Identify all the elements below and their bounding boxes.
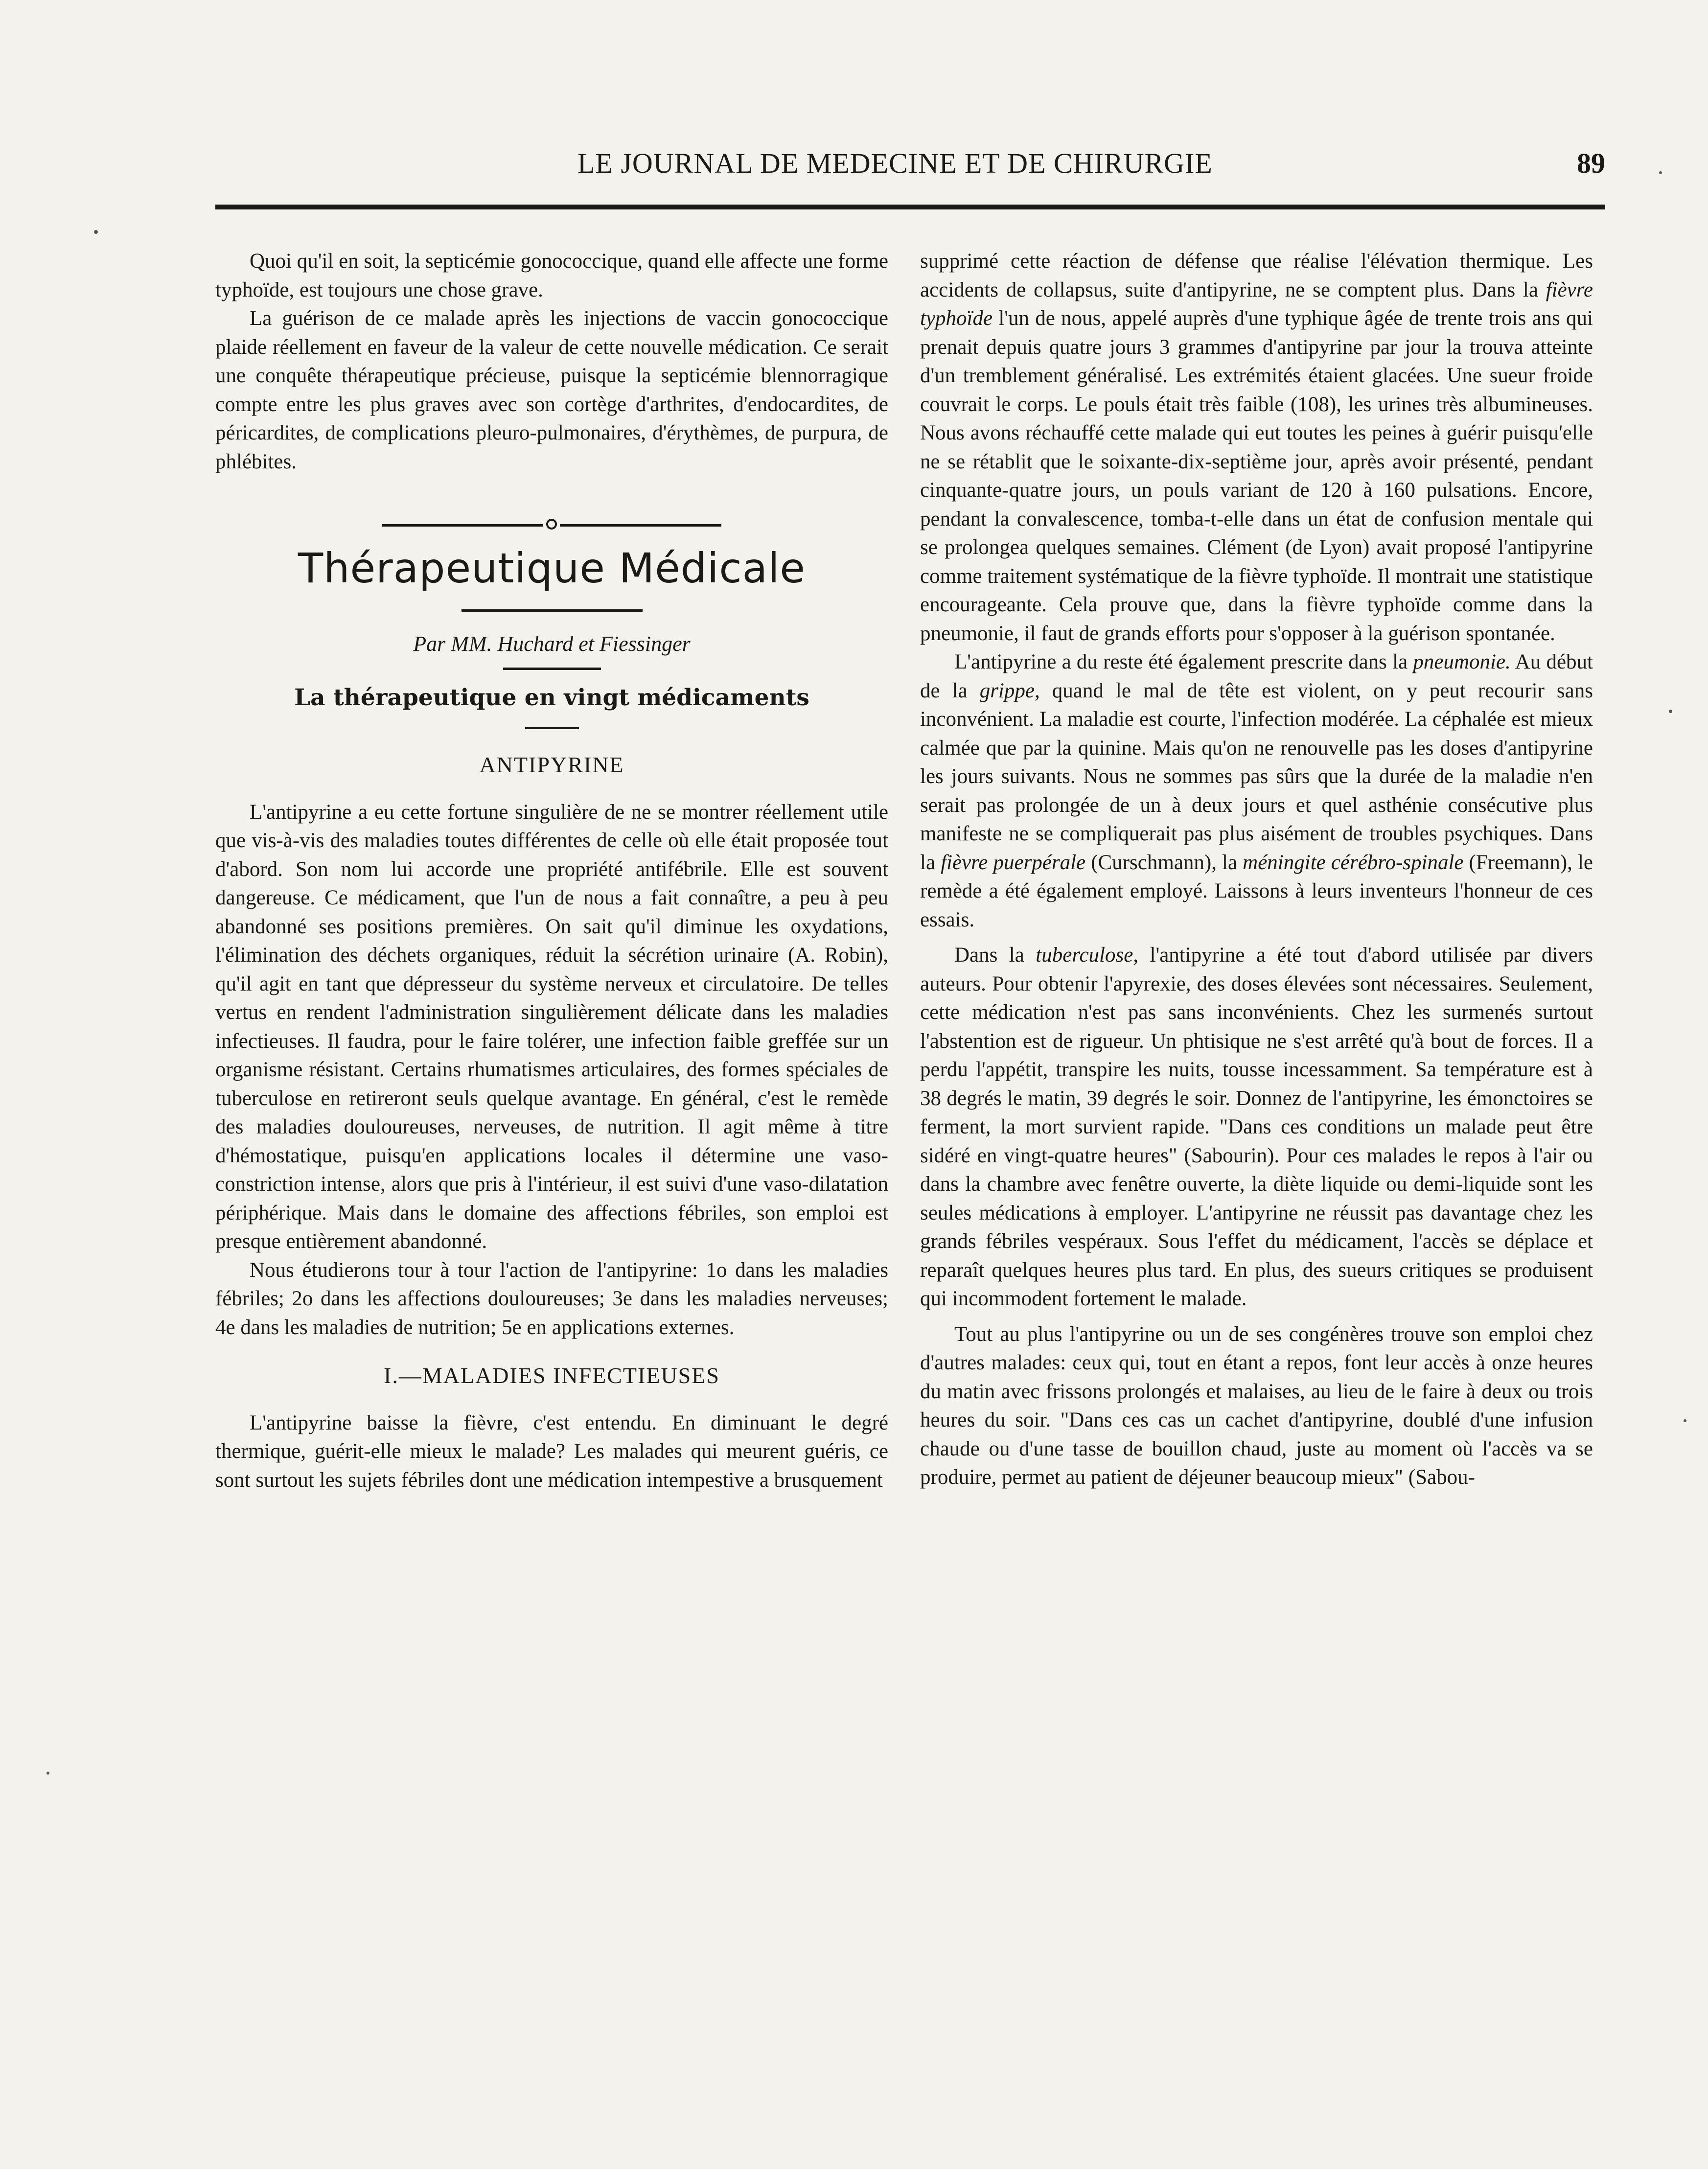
left-column [215, 247, 888, 1495]
authors-line: Par MM. Huchard et Fiessinger [413, 632, 691, 656]
page-number: 89 [1577, 147, 1605, 179]
title-rule [462, 609, 643, 612]
paragraph: L'antipyrine a eu cette fortune singulière de ne se montrer réellement utile que vis-à-vis des maladies toutes différentes de celle où elle était proposée tout d'abord. Son nom lui accorde une propriété antifébrile. Elle est souvent dangereuse. Ce médicament, que l'un de nous a fait connaître, a peu à peu abandonné ses positions premières. On sait qu'il diminue les oxydations, l'élimination des déchets organiques, réduit la sécrétion urinaire (A. Robin), qu'il agit en tant que dépresseur du système nerveux et circulatoire. De telles vertus en rendent l'administration singulièrement délicate dans les maladies infectieuses. Il faudra, pour le faire tolérer, une infection faible greffée sur un organisme résistant. Certains rhumatismes articulaires, des formes spéciales de tuberculose en retireront seuls quelque avantage. En général, c'est le remède des maladies douloureuses, nerveuses, de nutrition. Il agit même à titre d'hémostatique, puisqu'en applications locales il détermine une vaso-constriction intense, alors que pris à l'intérieur, il est suivi d'une vaso-dilatation périphérique. Mais dans le domaine des affections fébriles, son emploi est presque entièrement abandonné. [215, 800, 888, 1253]
heading-antipyrine: ANTIPYRINE [479, 752, 624, 777]
paragraph: Nous étudierons tour à tour l'action de l'antipyrine: 1o dans les maladies fébriles; 2o dans les affections douloureuses; 3e dans les maladies nerveuses; 4e dans les maladies de nutrition; 5e en applications externes. [215, 1258, 888, 1339]
paragraph: La guérison de ce malade après les injections de vaccin gonococcique plaide réellement en faveur de la valeur de cette nouvelle médication. Ce serait une conquête thérapeutique précieuse, puisque la septicémie blennorragique compte entre les plus graves avec son cortège d'arthrites, d'endocardites, de péricardites, de complications pleuro-pulmonaires, d'érythèmes, de purpura, de phlébites. [215, 307, 888, 473]
page-header [215, 147, 1605, 191]
header-rule [215, 205, 1605, 209]
emphasis: méningite cérébro-spinale [1243, 851, 1464, 874]
paragraph: Dans la tuberculose, l'antipyrine a été tout d'abord utilisée par divers auteurs. Pour obtenir l'apyrexie, des doses élevées sont nécessaires. Seulement, cette médication n'est pas sans inconvénients. Chez les surmenés surtout l'abstention est de rigueur. Un phtisique ne s'est arrêté qu'à bout de forces. Il a perdu l'appétit, transpire les nuits, tousse incessamment. Sa température est à 38 degrés le matin, 39 degrés le soir. Donnez de l'antipyrine, les émonctoires se ferment, la mort survient rapide. "Dans ces conditions un malade peut être sidéré en vingt-quatre heures" (Sabourin). Pour ces malades le repos à l'air ou dans la chambre avec fenêtre ouverte, la diète liquide ou demi-liquide sont les seules médications à employer. L'antipyrine ne réussit pas davantage chez les grands fébriles vespéraux. Sous l'effet du médicament, l'accès se déplace et reparaît quelques heures plus tard. En plus, des sueurs critiques se produisent qui incommodent fortement le malade. [920, 944, 1593, 1310]
scan-speck [46, 1772, 49, 1775]
section-title: Thérapeutique Médicale [298, 544, 806, 592]
emphasis: fièvre typhoïde [920, 278, 1593, 330]
emphasis: tuberculose, [1036, 944, 1139, 967]
emphasis: pneumonie. [1413, 650, 1511, 673]
running-title: LE JOURNAL DE MEDECINE ET DE CHIRURGIE [577, 147, 1213, 179]
paragraph: L'antipyrine a du reste été également prescrite dans la pneumonie. Au début de la grippe, quand le mal de tête est violent, on y peut recourir sans inconvénient. La maladie est courte, l'infection modérée. La céphalée est mieux calmée que par la quinine. Mais qu'on ne renouvelle pas les doses d'antipyrine les jours suivants. Nous ne sommes pas sûrs que la durée de la maladie n'en serait pas prolongée de un à deux jours et quel asthénie consécutive plus manifeste ne se compliquerait pas plus aisément de troubles psychiques. Dans la fièvre puerpérale (Curschmann), la méningite cérébro-spinale (Freemann), le remède a été également employé. Laissons à leurs inventeurs l'honneur de ces essais. [920, 650, 1593, 931]
scan-speck [1659, 171, 1662, 174]
scan-speck [1669, 710, 1672, 713]
heading-maladies-infectieuses: I.—MALADIES INFECTIEUSES [384, 1363, 720, 1388]
article-subtitle: La thérapeutique en vingt médicaments [294, 684, 809, 711]
paragraph: Quoi qu'il en soit, la septicémie gonococcique, quand elle affecte une forme typhoïde, est toujours une chose grave. [215, 250, 888, 301]
authors-rule [503, 668, 601, 670]
emphasis: fièvre puerpérale [941, 851, 1086, 874]
paragraph: supprimé cette réaction de défense que réalise l'élévation thermique. Les accidents de collapsus, suite d'antipyrine, ne se comptent plus. Dans la fièvre typhoïde l'un de nous, appelé auprès d'une typhique âgée de trente trois ans qui prenait depuis quatre jours 3 grammes d'antipyrine par jour la trouva atteinte d'un tremblement généralisé. Les extrémités étaient glacées. Une sueur froide couvrait le corps. Le pouls était très faible (108), les urines très albumineuses. Nous avons réchauffé cette malade qui eut toutes les peines à guérir puisqu'elle ne se rétablit que le soixante-dix-septième jour, après avoir présenté, pendant cinquante-quatre jours, un pouls variant de 120 à 160 pulsations. Encore, pendant la convalescence, tomba-t-elle dans un état de confusion mentale qui se prolongea quelques semaines. Clément (de Lyon) avait proposé l'antipyrine comme traitement systématique de la fièvre typhoïde. Il montrait une statistique encourageante. Cela prouve que, dans la fièvre typhoïde comme dans la pneumonie, il faut de grands efforts pour s'opposer à la guérison spontanée. [920, 250, 1593, 645]
ornament-divider [215, 509, 888, 539]
scan-speck [94, 230, 98, 234]
right-column [920, 247, 1593, 1492]
subtitle-rule [525, 727, 579, 729]
paragraph: Tout au plus l'antipyrine ou un de ses congénères trouve son emploi chez d'autres malades: ceux qui, tout en étant a repos, font leur accès à onze heures du matin avec frissons prolongés et malaises, au lieu de le faire à deux ou trois heures du soir. "Dans ces cas un cachet d'antipyrine, doublé d'une infusion chaude ou d'une tasse de bouillon chaud, juste au moment où l'accès va se produire, permet au patient de déjeuner beaucoup mieux" (Sabou- [920, 1322, 1593, 1489]
paragraph: L'antipyrine baisse la fièvre, c'est entendu. En diminuant le degré thermique, guérit-elle mieux le malade? Les malades qui meurent guéris, ce sont surtout les sujets fébriles dont une médication intempestive a brusquement [215, 1411, 888, 1492]
scan-speck [1684, 1419, 1686, 1422]
emphasis: grippe, [979, 679, 1040, 702]
